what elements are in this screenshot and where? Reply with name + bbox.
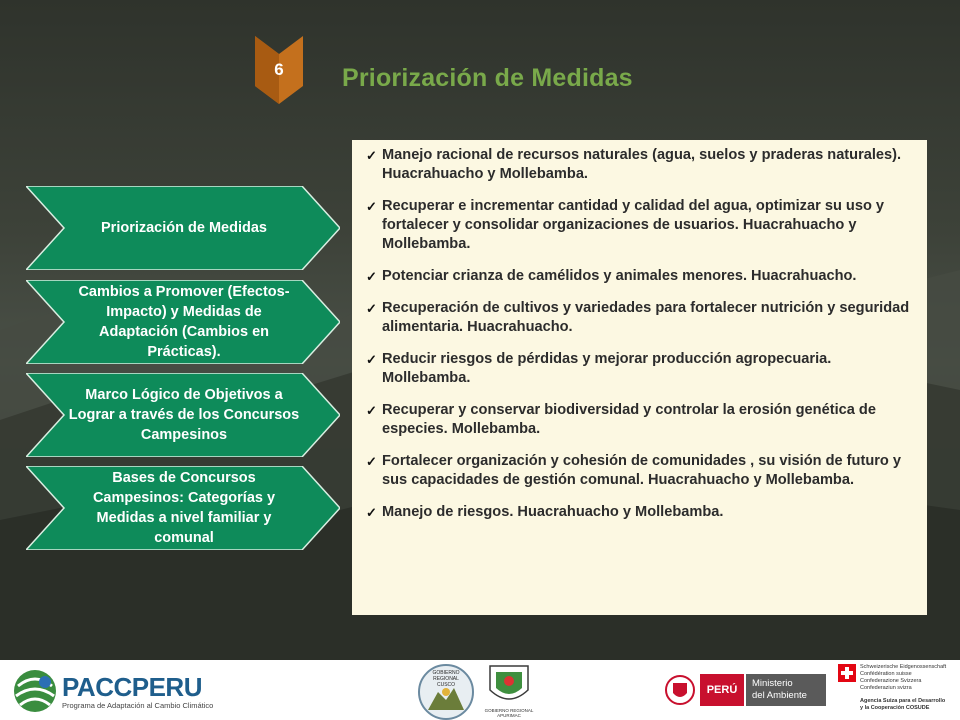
swiss-line-3: Confederazione Svizzera	[860, 678, 922, 684]
ministry-block	[746, 674, 826, 706]
list-item	[366, 299, 913, 337]
list-item	[366, 146, 913, 184]
measure-text: Fortalecer organización y cohesión de comunidades , su visión de futuro y sus capacidades de gestión comunal. Huacrahuacho y Mollebamba.	[382, 453, 901, 488]
list-item	[366, 267, 913, 286]
measure-text: Manejo racional de recursos naturales (agua, suelos y praderas naturales). Huacrahuacho y Mollebamba.	[382, 147, 902, 182]
cusco-seal-text: GOBIERNO REGIONAL CUSCO	[432, 670, 460, 688]
measures-panel	[352, 140, 927, 615]
page-title: Priorización de Medidas	[342, 64, 633, 92]
cusco-seal-icon	[418, 664, 474, 720]
swiss-line-2: Confédération suisse	[860, 671, 912, 677]
measure-text: Recuperación de cultivos y variedades para fortalecer nutrición y seguridad alimentaria. Huacrahuacho.	[382, 300, 910, 335]
step-number: 6	[274, 60, 284, 79]
check-icon: ✓	[366, 269, 377, 284]
step-chevron-4	[26, 466, 340, 550]
peru-label: PERÚ	[700, 674, 744, 706]
measure-text: Reducir riesgos de pérdidas y mejorar producción agropecuaria. Mollebamba.	[382, 351, 832, 386]
measures-list	[352, 140, 927, 522]
pacc-tagline: Programa de Adaptación al Cambio Climático	[62, 701, 214, 710]
check-icon: ✓	[366, 199, 377, 214]
check-icon: ✓	[366, 454, 377, 469]
check-icon: ✓	[366, 352, 377, 367]
apurimac-seal-text: GOBIERNO REGIONAL APURIMAC	[484, 708, 534, 718]
ministry-line-1: Ministerio	[752, 678, 793, 689]
pacc-globe-icon	[12, 668, 58, 714]
measure-text: Recuperar y conservar biodiversidad y controlar la erosión genética de especies. Mollebamba.	[382, 402, 876, 437]
step-label: Marco Lógico de Objetivos a Lograr a través de los Concursos Campesinos	[68, 387, 300, 443]
check-icon: ✓	[366, 148, 377, 163]
check-icon: ✓	[366, 301, 377, 316]
cosude-line-1: Agencia Suiza para el Desarrollo	[860, 698, 946, 704]
list-item	[366, 350, 913, 388]
cosude-line-2: y la Cooperación COSUDE	[860, 705, 930, 711]
step-chevron-1	[26, 186, 340, 270]
list-item	[366, 197, 913, 254]
check-icon: ✓	[366, 403, 377, 418]
list-item	[366, 401, 913, 439]
measure-text: Recuperar e incrementar cantidad y calidad del agua, optimizar su uso y fortalecer y consolidar organizaciones de usuarios. Huacrahuacho y Mollebamba.	[382, 198, 885, 252]
step-label: Bases de Concursos Campesinos: Categorías y Medidas a nivel familiar y comunal	[92, 470, 276, 546]
step-chevron-3	[26, 373, 340, 457]
apurimac-seal-icon	[486, 664, 532, 716]
swiss-line-4: Confederaziun svizra	[860, 685, 912, 691]
step-label: Priorización de Medidas	[101, 220, 267, 236]
footer-logos	[0, 660, 960, 720]
measure-text: Potenciar crianza de camélidos y animales menores. Huacrahuacho.	[382, 268, 857, 284]
step-label: Cambios a Promover (Efectos-Impacto) y Medidas de Adaptación (Cambios en Prácticas).	[78, 284, 290, 360]
pacc-logo-text: PACCPERU	[62, 672, 202, 702]
ministry-line-2: del Ambiente	[752, 690, 807, 701]
swiss-line-1: Schweizerische Eidgenossenschaft	[860, 664, 947, 670]
list-item	[366, 503, 913, 522]
check-icon: ✓	[366, 505, 377, 520]
peru-shield-icon	[664, 674, 696, 706]
list-item	[366, 452, 913, 490]
measure-text: Manejo de riesgos. Huacrahuacho y Mollebamba.	[382, 504, 724, 520]
swiss-flag-icon	[838, 664, 856, 682]
swiss-text-block	[860, 664, 946, 712]
step-chevron-2	[26, 280, 340, 364]
